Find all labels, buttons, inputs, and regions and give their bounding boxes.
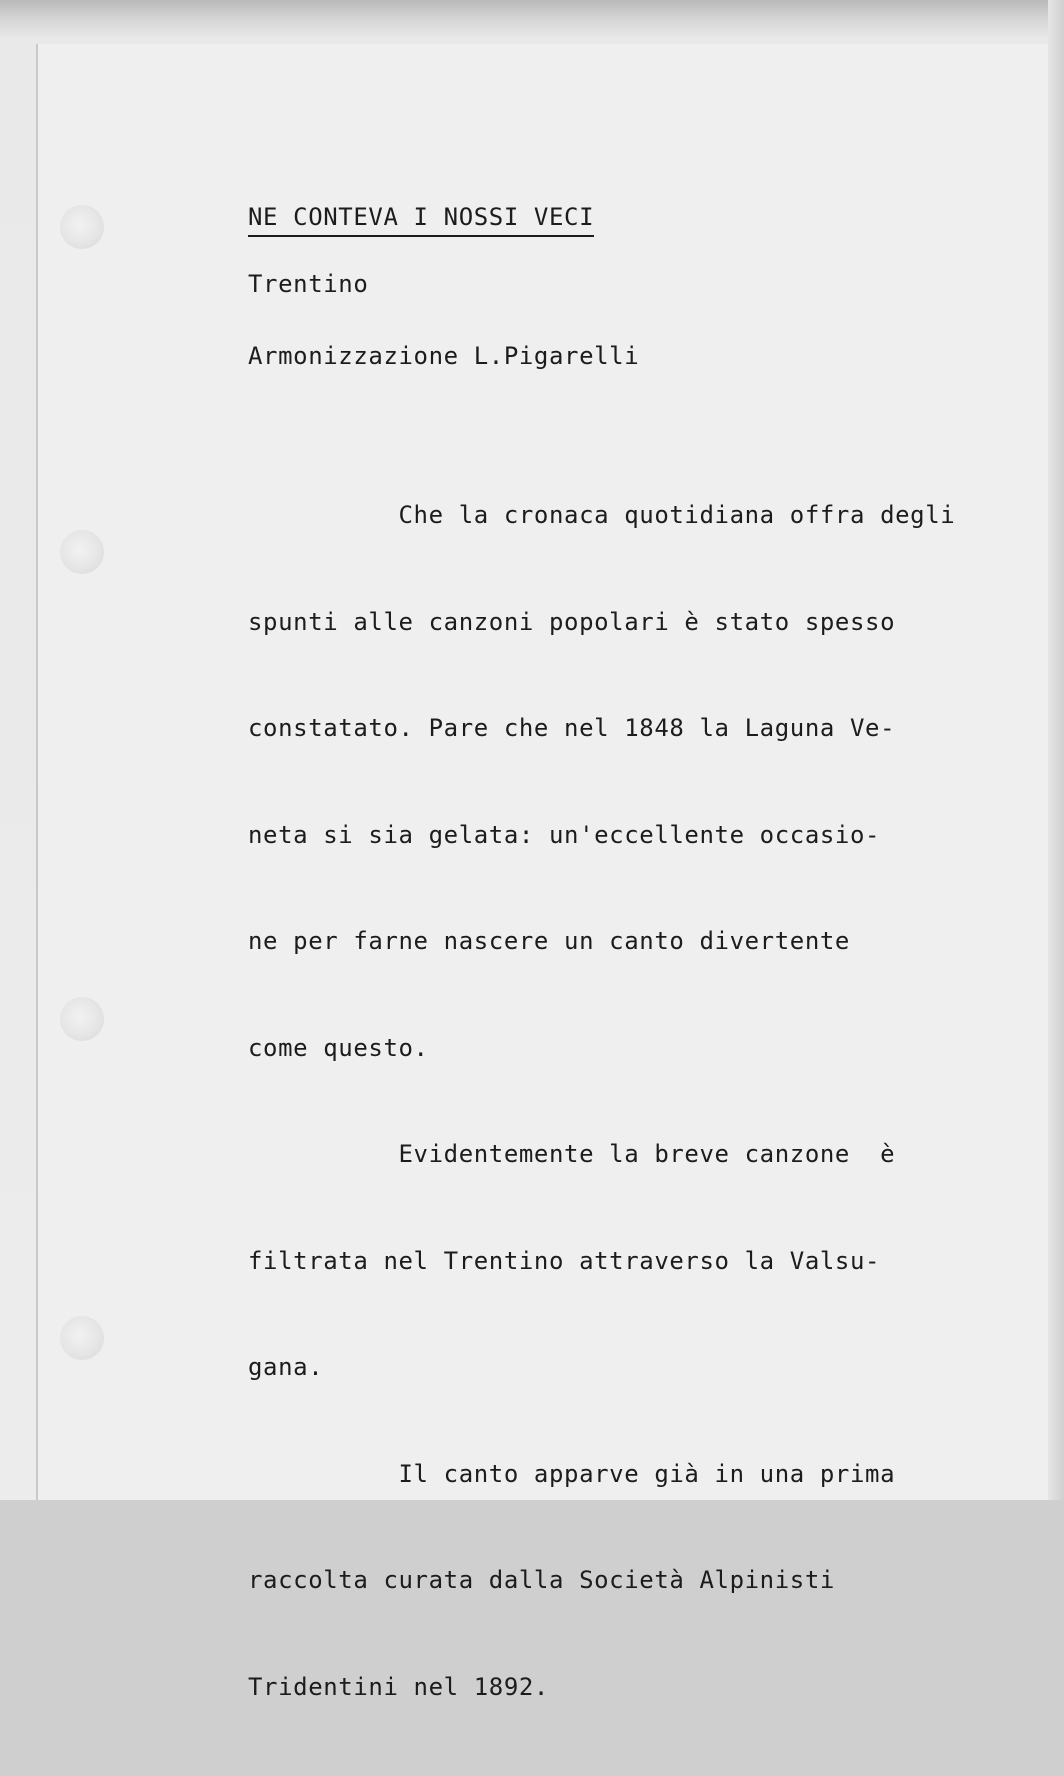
punch-hole-2 bbox=[60, 530, 104, 574]
text-line: neta si sia gelata: un'eccellente occasio- bbox=[248, 820, 881, 849]
text-line: gana. bbox=[248, 1353, 324, 1381]
page-edge bbox=[1048, 0, 1064, 1500]
punch-hole-3 bbox=[60, 997, 104, 1041]
text-line: constatato. Pare che nel 1848 la Laguna Ve- bbox=[248, 714, 896, 742]
punch-hole-1 bbox=[60, 205, 104, 249]
text-line: raccolta curata dalla Società Alpinisti bbox=[248, 1566, 835, 1594]
text-line: filtrata nel Trentino attraverso la Valsu- bbox=[248, 1246, 881, 1275]
song-title: NE CONTEVA I NOSSI VECI bbox=[248, 200, 594, 237]
text-line: ne per farne nascere un canto divertente bbox=[248, 927, 850, 955]
text-line: Tridentini nel 1892. bbox=[248, 1672, 549, 1701]
text-line: Che la cronaca quotidiana offra degli bbox=[248, 501, 956, 529]
punch-hole-4 bbox=[60, 1316, 104, 1360]
commentary-text bbox=[248, 427, 1038, 1776]
text-line: come questo. bbox=[248, 1033, 429, 1062]
text-line: Il canto apparve già in una prima bbox=[248, 1459, 896, 1488]
text-line: spunti alle canzoni popolari è stato spesso bbox=[248, 607, 896, 636]
text-line: Evidentemente la breve canzone è bbox=[248, 1140, 896, 1168]
region-label: Trentino bbox=[248, 270, 369, 298]
typed-text bbox=[248, 200, 1048, 1776]
arrangement-credit: Armonizzazione L.Pigarelli bbox=[248, 342, 640, 370]
